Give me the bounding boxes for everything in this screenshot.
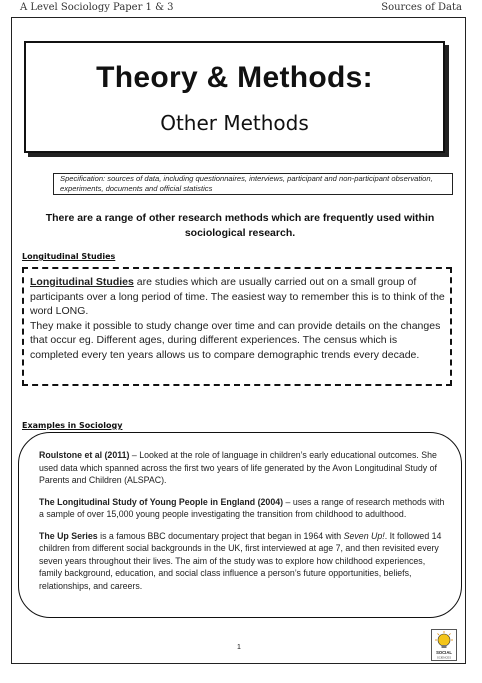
examples-heading: Examples in Sociology xyxy=(22,421,123,430)
specification-box: Specification: sources of data, including questionnaires, interviews, participant and non-participant observation, experiments, documents and official statistics xyxy=(53,173,453,195)
title-box xyxy=(24,41,445,153)
example-text: – uses a range of research methods with a sample of over 15,000 young people investigating the transition from childhood to adulthood. xyxy=(39,496,445,519)
example-text: is a famous BBC documentary project that began in 1964 with xyxy=(97,530,344,541)
longitudinal-term: Longitudinal Studies xyxy=(30,276,134,288)
longitudinal-box xyxy=(22,267,452,386)
longitudinal-heading: Longitudinal Studies xyxy=(22,252,116,261)
intro-text: There are a range of other research methods which are frequently used within sociological research. xyxy=(45,212,435,239)
examples-box xyxy=(18,432,462,618)
example-up-series xyxy=(39,530,447,593)
longitudinal-definition: are studies which are usually carried out on a small group of participants over a long period of time. The easiest way to remember this is to think of the word LONG. xyxy=(30,276,445,317)
example-lsype xyxy=(39,496,447,521)
header-topic-label: Sources of Data xyxy=(381,2,462,13)
example-title: The Longitudinal Study of Young People in England (2004) xyxy=(39,496,284,507)
example-italic-title: Seven Up! xyxy=(343,530,385,541)
example-title: Roulstone et al (2011) xyxy=(39,450,130,460)
logo-subtext: SCIENCES xyxy=(436,655,452,660)
header-paper-label: A Level Sociology Paper 1 & 3 xyxy=(20,2,174,13)
page-number: 1 xyxy=(237,644,241,651)
social-sciences-logo xyxy=(431,629,457,661)
logo-text: SOCIAL xyxy=(436,650,452,655)
example-roulstone xyxy=(39,449,447,487)
lightbulb-icon xyxy=(432,630,456,660)
example-text: – Looked at the role of language in children’s early educational outcomes. She used data which spanned across the first two years of life generated by the Avon Longitudinal Study of Parents and Children (ALSPAC). xyxy=(39,450,437,485)
page-title: Theory & Methods: xyxy=(96,61,373,94)
longitudinal-paragraph-1 xyxy=(30,275,446,319)
longitudinal-paragraph-2: They make it possible to study change over time and can provide details on the changes that occur eg. Different ages, during different experiences. The census which is completed every ten years allows us to compare demographic trends every decade. xyxy=(30,319,441,361)
example-text: . It followed 14 children from different social backgrounds in the UK, first interviewed at age 7, and then revisited every seven years throughout their lives. The aim of the study was to explore how childhood experiences, family background, education, and social class influence a person’s future opportunities, beliefs, relationships, and careers. xyxy=(39,530,442,591)
page-subtitle: Other Methods xyxy=(160,111,309,135)
example-title: The Up Series xyxy=(39,530,98,541)
